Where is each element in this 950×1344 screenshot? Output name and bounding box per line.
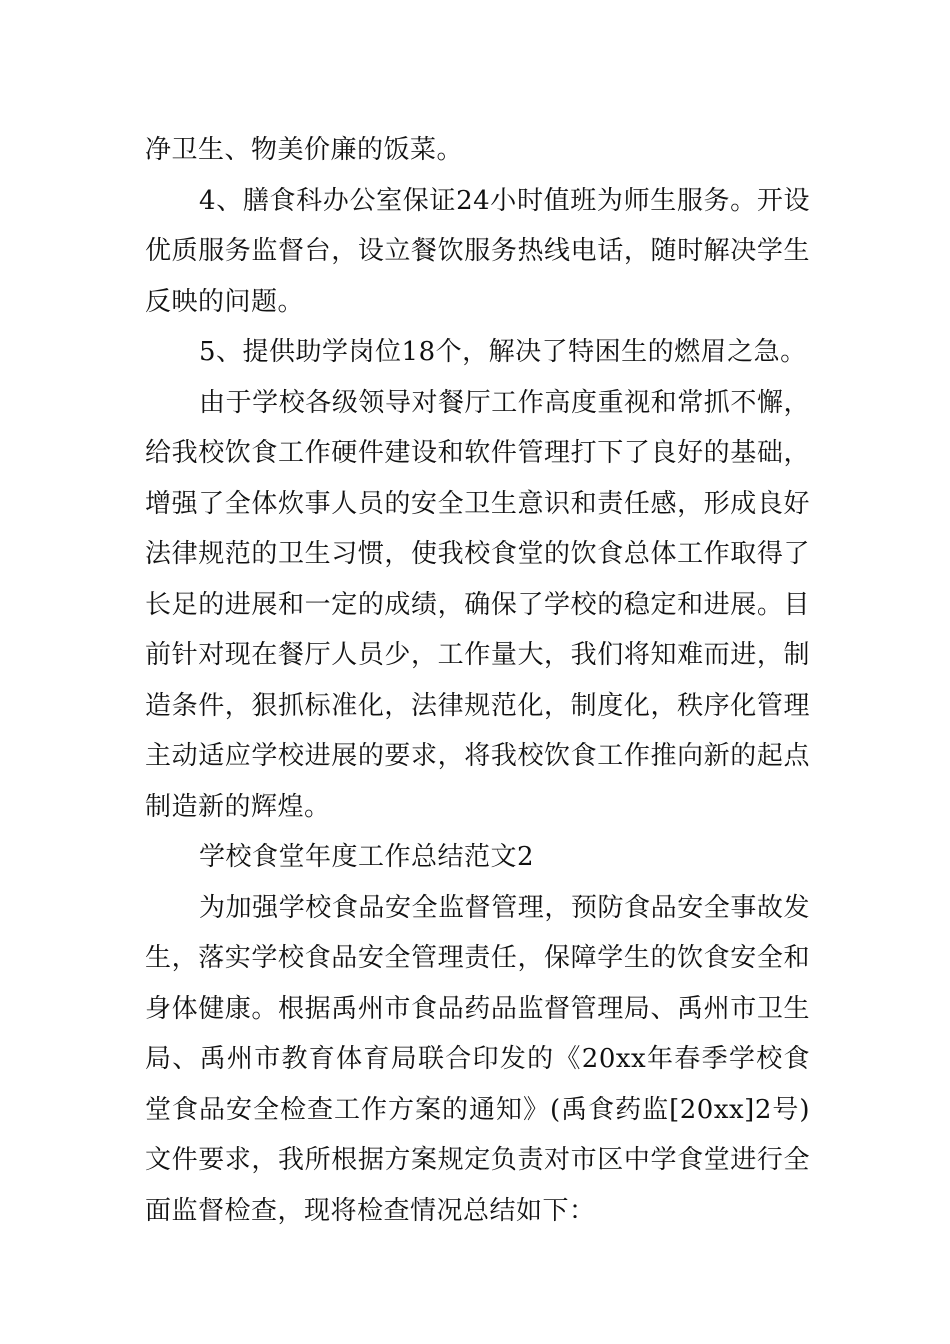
paragraph-1: 净卫生、物美价廉的饭菜。 <box>145 135 464 165</box>
paragraph-5: 为加强学校食品安全监督管理，预防食品安全事故发生，落实学校食品安全管理责任，保障学生的饮食安全和身体健康。根据禹州市食品药品监督管理局、禹州市卫生局、禹州市教育体育局联合印发的《20xx年春季学校食堂食品安全检查工作方案的通知》(禹食药监[20xx]2号)文件要求，我所根据方案规定负责对市区中学食堂进行全面监督检查，现将检查情况总结如下： <box>145 892 810 1226</box>
section-heading: 学校食堂年度工作总结范文2 <box>199 842 535 872</box>
document-body <box>145 125 810 1236</box>
paragraph-3: 5、提供助学岗位18个，解决了特困生的燃眉之急。 <box>199 337 807 367</box>
paragraph-2: 4、膳食科办公室保证24小时值班为师生服务。开设优质服务监督台，设立餐饮服务热线电话，随时解决学生反映的问题。 <box>145 185 810 317</box>
paragraph-4: 由于学校各级领导对餐厅工作高度重视和常抓不懈，给我校饮食工作硬件建设和软件管理打下了良好的基础，增强了全体炊事人员的安全卫生意识和责任感，形成良好法律规范的卫生习惯，使我校食堂的饮食总体工作取得了长足的进展和一定的成绩，确保了学校的稳定和进展。目前针对现在餐厅人员少，工作量大，我们将知难而进，制造条件，狠抓标准化，法律规范化，制度化，秩序化管理主动适应学校进展的要求，将我校饮食工作推向新的起点制造新的辉煌。 <box>145 387 810 822</box>
